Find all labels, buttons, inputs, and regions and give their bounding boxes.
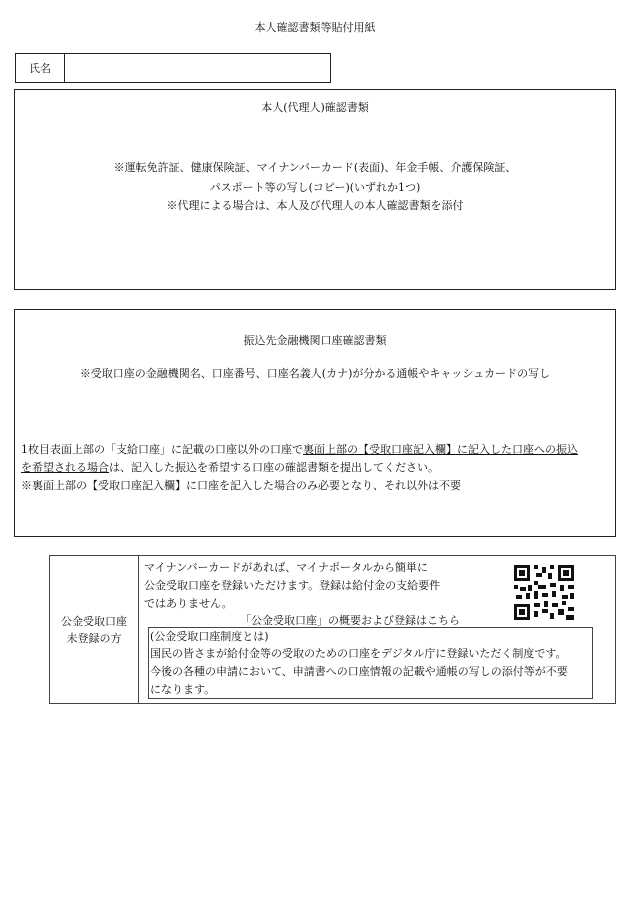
public-account-system-line-1: 国民の皆さまが給付金等の受取のための口座をデジタル庁に登録いただく制度です。 bbox=[150, 647, 567, 660]
id-documents-line-1: ※運転免許証、健康保険証、マイナンバーカード(表面)、年金手帳、介護保険証、 bbox=[113, 161, 517, 174]
public-account-system-title: (公金受取口座制度とは) bbox=[150, 630, 269, 643]
page-title: 本人確認書類等貼付用紙 bbox=[254, 21, 376, 34]
qr-code-icon[interactable] bbox=[514, 565, 574, 620]
public-account-text-2: 公金受取口座を登録いただけます。登録は給付金の支給要件 bbox=[144, 579, 441, 592]
bank-documents-heading: 振込先金融機関口座確認書類 bbox=[243, 334, 387, 347]
bank-paragraph-line-1 bbox=[21, 441, 578, 457]
name-label: 氏名 bbox=[16, 54, 65, 82]
bank-paragraph-2a: を希望される場合 bbox=[21, 461, 109, 474]
public-account-text-1: マイナンバーカードがあれば、マイナポータルから簡単に bbox=[144, 561, 429, 574]
public-account-label-line-1: 公金受取口座 bbox=[61, 614, 127, 628]
public-account-link[interactable]: 「公金受取口座」の概要および登録はこちら bbox=[240, 614, 460, 627]
bank-paragraph-1b: 裏面上部の【受取口座記入欄】に記入した口座への振込 bbox=[303, 443, 578, 456]
id-documents-line-2: パスポート等の写し(コピー)(いずれか1つ) bbox=[209, 181, 421, 194]
bank-paragraph-1a: 1枚目表面上部の「支給口座」に記載の口座以外の口座で bbox=[21, 443, 303, 456]
id-documents-box bbox=[14, 89, 616, 290]
bank-paragraph-line-3: ※裏面上部の【受取口座記入欄】に口座を記入した場合のみ必要となり、それ以外は不要 bbox=[21, 479, 461, 492]
bank-paragraph-line-2 bbox=[21, 459, 439, 475]
bank-documents-box bbox=[14, 309, 616, 537]
public-account-system-line-3: になります。 bbox=[150, 683, 216, 696]
public-account-text-3: ではありません。 bbox=[144, 597, 233, 610]
name-field[interactable] bbox=[15, 53, 331, 83]
public-account-system-line-2: 今後の各種の申請において、申請書への口座情報の記載や通帳の写しの添付等が不要 bbox=[150, 665, 568, 678]
id-documents-heading: 本人(代理人)確認書類 bbox=[261, 101, 369, 114]
public-account-label-line-2: 未登録の方 bbox=[66, 631, 122, 645]
public-account-label bbox=[50, 556, 139, 703]
id-documents-line-3: ※代理による場合は、本人及び代理人の本人確認書類を添付 bbox=[166, 199, 464, 212]
bank-paragraph-2b: は、記入した振込を希望する口座の確認書類を提出してください。 bbox=[109, 461, 439, 474]
bank-documents-note: ※受取口座の金融機関名、口座番号、口座名義人(カナ)が分かる通帳やキャッシュカードの写し bbox=[79, 367, 551, 380]
